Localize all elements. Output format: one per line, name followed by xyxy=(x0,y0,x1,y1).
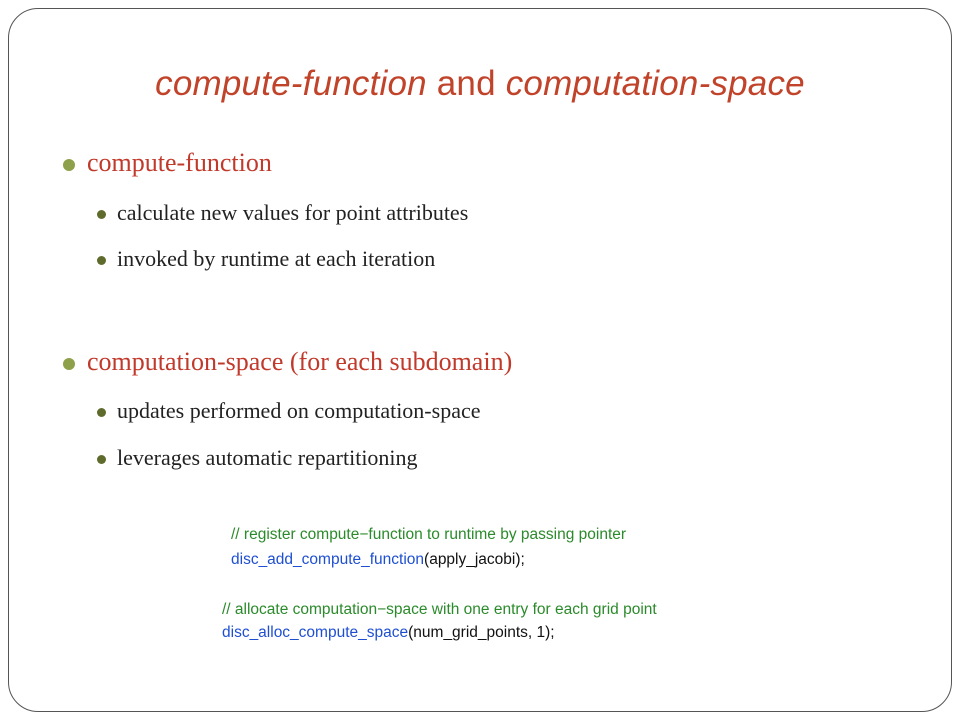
code-arguments: (apply_jacobi); xyxy=(424,551,525,568)
code-function-name: disc_add_compute_function xyxy=(231,551,425,568)
bullet-dot-icon xyxy=(63,358,75,370)
bullet-computation-space xyxy=(87,347,512,377)
code-alloc-compute-space xyxy=(222,624,555,642)
sub-bullet-dot-icon xyxy=(97,408,106,417)
sub-bullet-dot-icon xyxy=(97,256,106,265)
bullet-compute-function xyxy=(87,148,272,178)
sub-bullet-invoked-by-runtime xyxy=(117,246,435,272)
sub-bullet-leverages-repartitioning xyxy=(117,445,418,471)
bullet-text: computation-space (for each subdomain) xyxy=(87,347,513,376)
code-arguments: (num_grid_points, 1); xyxy=(408,624,555,641)
sub-bullet-calculate-values xyxy=(117,200,468,226)
code-comment-allocate: // allocate computation−space with one entry for each grid point xyxy=(222,601,657,618)
title-part-and: and xyxy=(426,64,506,103)
sub-bullet-text: leverages automatic repartitioning xyxy=(117,445,418,470)
bullet-text: compute-function xyxy=(87,148,272,177)
sub-bullet-dot-icon xyxy=(97,455,106,464)
title-part-computation-space: computation-space xyxy=(505,64,805,103)
sub-bullet-text: calculate new values for point attributes xyxy=(117,200,469,225)
code-function-name: disc_alloc_compute_space xyxy=(222,624,409,641)
bullet-dot-icon xyxy=(63,159,75,171)
code-add-compute-function xyxy=(231,551,525,569)
sub-bullet-dot-icon xyxy=(97,210,106,219)
title-part-compute-function: compute-function xyxy=(155,64,427,103)
sub-bullet-text: updates performed on computation-space xyxy=(117,398,481,423)
sub-bullet-text: invoked by runtime at each iteration xyxy=(117,246,436,271)
code-comment-register: // register compute−function to runtime by passing pointer xyxy=(231,526,627,543)
sub-bullet-updates-performed xyxy=(117,398,480,424)
